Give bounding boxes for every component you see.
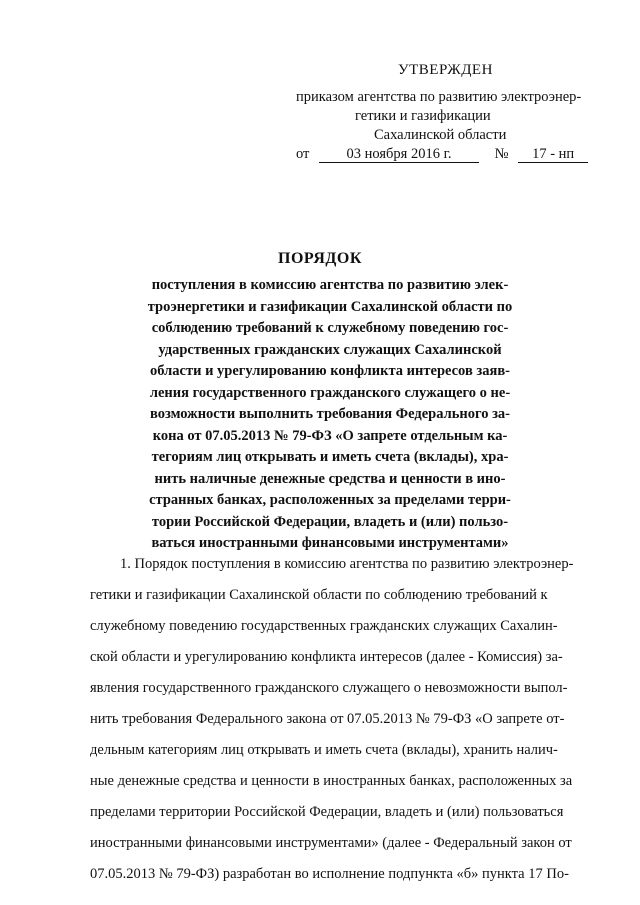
document-subtitle xyxy=(130,275,530,555)
body-line: ской области и урегулированию конфликта интересов (далее - Комиссия) за- xyxy=(90,649,563,665)
approval-line-1: приказом агентства по развитию электроэнер- xyxy=(296,89,582,105)
subtitle-line: соблюдению требований к служебному поведению гос- xyxy=(151,320,509,336)
body-line: гетики и газификации Сахалинской области по соблюдению требований к xyxy=(90,587,548,603)
body-line: иностранными финансовыми инструментами» (далее - Федеральный закон от xyxy=(90,835,572,851)
body-line: 1. Порядок поступления в комиссию агентства по развитию электроэнер- xyxy=(120,556,574,572)
subtitle-line: тории Российской Федерации, владеть и (или) пользо- xyxy=(151,513,509,530)
subtitle-line: ударственных гражданских служащих Сахалинской xyxy=(158,341,502,358)
subtitle-line: ления государственного гражданского служащего о не- xyxy=(149,384,511,401)
body-line: явления государственного гражданского служащего о невозможности выпол- xyxy=(90,680,568,696)
document-title: ПОРЯДОК xyxy=(278,250,362,267)
body-line: ные денежные средства и ценности в иностранных банках, расположенных за xyxy=(90,773,573,789)
subtitle-line: троэнергетики и газификации Сахалинской области по xyxy=(147,298,513,315)
body-line: 07.05.2013 № 79-ФЗ) разработан во исполнение подпункта «б» пункта 17 По- xyxy=(90,866,569,882)
subtitle-line: возможности выполнить требования Федерального за- xyxy=(150,406,510,422)
body-line: служебному поведению государственных гражданских служащих Сахалин- xyxy=(90,618,558,634)
subtitle-line: тегориям лиц открывать и иметь счета (вклады), хра- xyxy=(151,449,509,465)
approval-line-2: гетики и газификации xyxy=(355,108,491,124)
subtitle-line: нить наличные денежные средства и ценности в ино- xyxy=(154,470,506,487)
approval-line-3: Сахалинской области xyxy=(374,127,507,143)
date-prefix: от xyxy=(296,146,310,162)
body-line: нить требования Федерального закона от 07.05.2013 № 79-ФЗ «О запрете от- xyxy=(90,711,565,727)
subtitle-line: кона от 07.05.2013 № 79-ФЗ «О запрете отдельным ка- xyxy=(152,427,508,444)
approval-heading: УТВЕРЖДЕН xyxy=(398,62,493,78)
subtitle-line: ваться иностранными финансовыми инструментами» xyxy=(151,535,509,551)
approval-date: 03 ноября 2016 г. xyxy=(319,147,479,163)
subtitle-line: странных банках, расположенных за пределами терри- xyxy=(149,492,511,508)
subtitle-line: поступления в комиссию агентства по развитию элек- xyxy=(151,277,509,293)
body-line: дельным категориям лиц открывать и иметь счета (вклады), хранить налич- xyxy=(90,742,558,758)
body-paragraph xyxy=(90,549,602,890)
approval-date-line xyxy=(296,146,588,163)
subtitle-line: области и урегулированию конфликта интересов заяв- xyxy=(150,363,510,379)
body-line: пределами территории Российской Федерации, владеть и (или) пользоваться xyxy=(90,804,564,820)
approval-number: 17 - нп xyxy=(518,147,588,163)
number-label: № xyxy=(494,146,509,162)
